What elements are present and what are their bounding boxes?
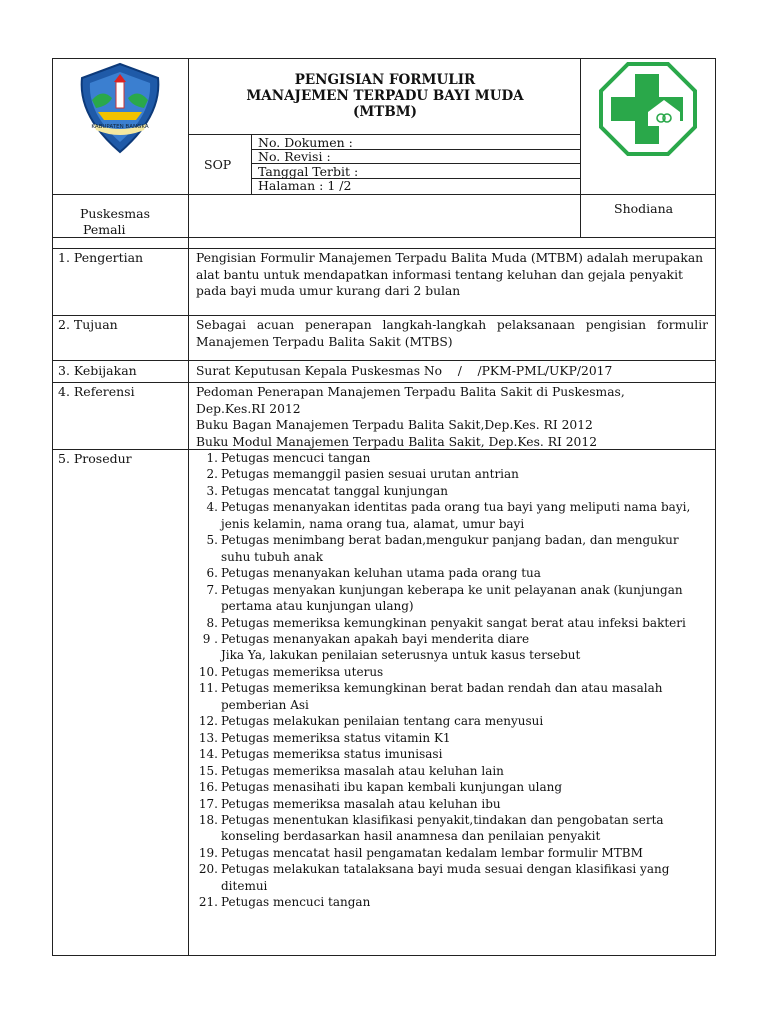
procedure-step-number: 7.: [206, 582, 218, 597]
sop-label: SOP: [204, 157, 232, 172]
puskesmas-logo: [598, 62, 698, 156]
document-title-line-1: PENGISIAN FORMULIR: [294, 72, 476, 88]
referensi-line: Dep.Kes.RI 2012: [196, 401, 301, 416]
referensi-line: Buku Modul Manajemen Terpadu Balita Sakit, Dep.Kes. RI 2012: [196, 434, 598, 449]
prosedur-steps: [196, 450, 711, 911]
kebijakan-label: 3. Kebijakan: [58, 363, 137, 378]
procedure-step-text: Jika Ya, lakukan penilaian seterusnya untuk kasus tersebut: [221, 648, 581, 663]
procedure-step-text: Petugas mencuci tangan: [221, 451, 371, 465]
tujuan-text: Sebagai acuan penerapan langkah-langkah pelaksanaan pengisian formulir Manajemen Terpadu Balita Sakit (MTBS): [196, 318, 708, 349]
procedure-step: [196, 812, 711, 845]
procedure-step-text: Petugas memeriksa uterus: [221, 664, 384, 679]
referensi-label: 4. Referensi: [58, 384, 135, 399]
procedure-step-number: 20.: [198, 862, 218, 877]
procedure-step-text: Petugas menimbang berat badan,mengukur panjang badan, dan mengukur suhu tubuh anak: [221, 533, 679, 564]
procedure-step-text: Petugas memeriksa masalah atau keluhan lain: [221, 763, 504, 778]
procedure-step-text: Petugas menentukan klasifikasi penyakit,tindakan dan pengobatan serta konseling berdasarkan hasil anamnesa dan penilaian penyakit: [221, 812, 664, 844]
puskesmas-name: Pemali: [83, 222, 126, 237]
procedure-step-number: 8.: [206, 615, 218, 630]
document-title-line-3: (MTBM): [352, 104, 418, 120]
procedure-step: [196, 763, 711, 779]
procedure-step-number: 14.: [198, 747, 218, 762]
procedure-step-number: 3.: [206, 483, 218, 498]
procedure-step: [196, 796, 711, 812]
procedure-step-number: 11.: [198, 681, 218, 696]
procedure-step: [196, 861, 711, 894]
tanggal-terbit-field: Tanggal Terbit :: [258, 164, 359, 179]
procedure-step: [196, 779, 711, 795]
kebijakan-text: Surat Keputusan Kepala Puskesmas No / /PKM-PML/UKP/2017: [196, 364, 613, 378]
procedure-step-text: Petugas memanggil pasien sesuai urutan antrian: [221, 467, 519, 482]
prosedur-label: 5. Prosedur: [58, 451, 132, 466]
procedure-step-text: Petugas menanyakan apakah bayi menderita diare: [221, 631, 530, 646]
procedure-step: [196, 894, 711, 910]
referensi-line: Buku Bagan Manajemen Terpadu Balita Sakit,Dep.Kes. RI 2012: [196, 418, 593, 432]
procedure-step-text: Petugas mencatat tanggal kunjungan: [221, 483, 449, 498]
procedure-step-number: 16.: [198, 780, 218, 795]
procedure-step: [196, 466, 711, 482]
document-title-line-2: MANAJEMEN TERPADU BAYI MUDA: [246, 88, 524, 104]
procedure-step-text: Petugas menanyakan keluhan utama pada orang tua: [221, 566, 541, 581]
procedure-step: [196, 532, 711, 565]
halaman-field: Halaman : 1 /2: [258, 178, 352, 193]
procedure-step: [196, 499, 711, 532]
procedure-step: [196, 615, 711, 631]
tujuan-label: 2. Tujuan: [58, 317, 118, 332]
procedure-step-number: 1.: [206, 451, 218, 465]
svg-text:KABUPATEN BANGKA: KABUPATEN BANGKA: [91, 124, 149, 130]
referensi-line: Pedoman Penerapan Manajemen Terpadu Balita Sakit di Puskesmas,: [196, 385, 625, 399]
procedure-step-number: 13.: [198, 730, 218, 745]
procedure-step: [196, 746, 711, 762]
pengertian-label: 1. Pengertian: [58, 250, 144, 265]
no-dokumen-field: No. Dokumen :: [258, 135, 353, 150]
procedure-step: [196, 582, 711, 615]
procedure-step: [196, 450, 711, 466]
signatory-name: Shodiana: [614, 201, 674, 216]
procedure-step-text: Petugas memeriksa status vitamin K1: [221, 730, 451, 745]
procedure-step-text: Petugas melakukan tatalaksana bayi muda sesuai dengan klasifikasi yang ditemui: [221, 862, 670, 893]
procedure-step-number: 12.: [198, 714, 218, 729]
procedure-step-number: 17.: [198, 796, 218, 811]
procedure-step-text: Petugas memeriksa kemungkinan penyakit sangat berat atau infeksi bakteri: [221, 615, 686, 630]
procedure-step-number: 15.: [198, 763, 218, 778]
procedure-step-text: Petugas mencatat hasil pengamatan kedalam lembar formulir MTBM: [221, 845, 643, 860]
procedure-step-text: Petugas memeriksa masalah atau keluhan ibu: [221, 796, 501, 811]
procedure-step-number: 10.: [198, 664, 218, 679]
procedure-step-number: [196, 647, 221, 663]
procedure-step-text: Petugas memeriksa status imunisasi: [221, 747, 443, 762]
procedure-step-number: 6.: [206, 566, 218, 581]
procedure-step: [196, 647, 711, 663]
no-revisi-field: No. Revisi :: [258, 149, 331, 164]
kabupaten-bangka-logo: [72, 60, 168, 156]
procedure-step: [196, 730, 711, 746]
procedure-step-number: 21.: [198, 895, 218, 910]
procedure-step: [196, 845, 711, 861]
procedure-step-number: 18.: [198, 812, 218, 827]
procedure-step-text: Petugas memeriksa kemungkinan berat badan rendah dan atau masalah pemberian Asi: [221, 681, 663, 712]
procedure-step-text: Petugas menasihati ibu kapan kembali kunjungan ulang: [221, 780, 563, 795]
procedure-step: [196, 483, 711, 499]
pengertian-text: Pengisian Formulir Manajemen Terpadu Balita Muda (MTBM) adalah merupakan alat bantu untuk mendapatkan informasi tentang keluhan dan gejala penyakit pada bayi muda umur kurang dari 2 bulan: [196, 251, 704, 298]
procedure-step-number: 4.: [206, 500, 218, 515]
procedure-step-number: 5.: [206, 533, 218, 548]
procedure-step-text: Petugas melakukan penilaian tentang cara menyusui: [221, 714, 544, 729]
procedure-step-text: Petugas menanyakan identitas pada orang tua bayi yang meliputi nama bayi, jenis kelamin, nama orang tua, alamat, umur bayi: [221, 500, 691, 531]
procedure-step-text: Petugas mencuci tangan: [221, 895, 371, 910]
procedure-step-text: Petugas menyakan kunjungan keberapa ke unit pelayanan anak (kunjungan pertama atau kunjungan ulang): [221, 582, 683, 614]
procedure-step: [196, 631, 711, 647]
procedure-step-number: 9 .: [202, 631, 218, 646]
procedure-step: [196, 565, 711, 581]
procedure-step: [196, 664, 711, 680]
procedure-step-number: 19.: [198, 845, 218, 860]
procedure-step: [196, 680, 711, 713]
procedure-step-number: 2.: [206, 467, 218, 482]
procedure-step: [196, 713, 711, 729]
referensi-list: [196, 384, 708, 450]
puskesmas-label: Puskesmas: [80, 206, 150, 221]
